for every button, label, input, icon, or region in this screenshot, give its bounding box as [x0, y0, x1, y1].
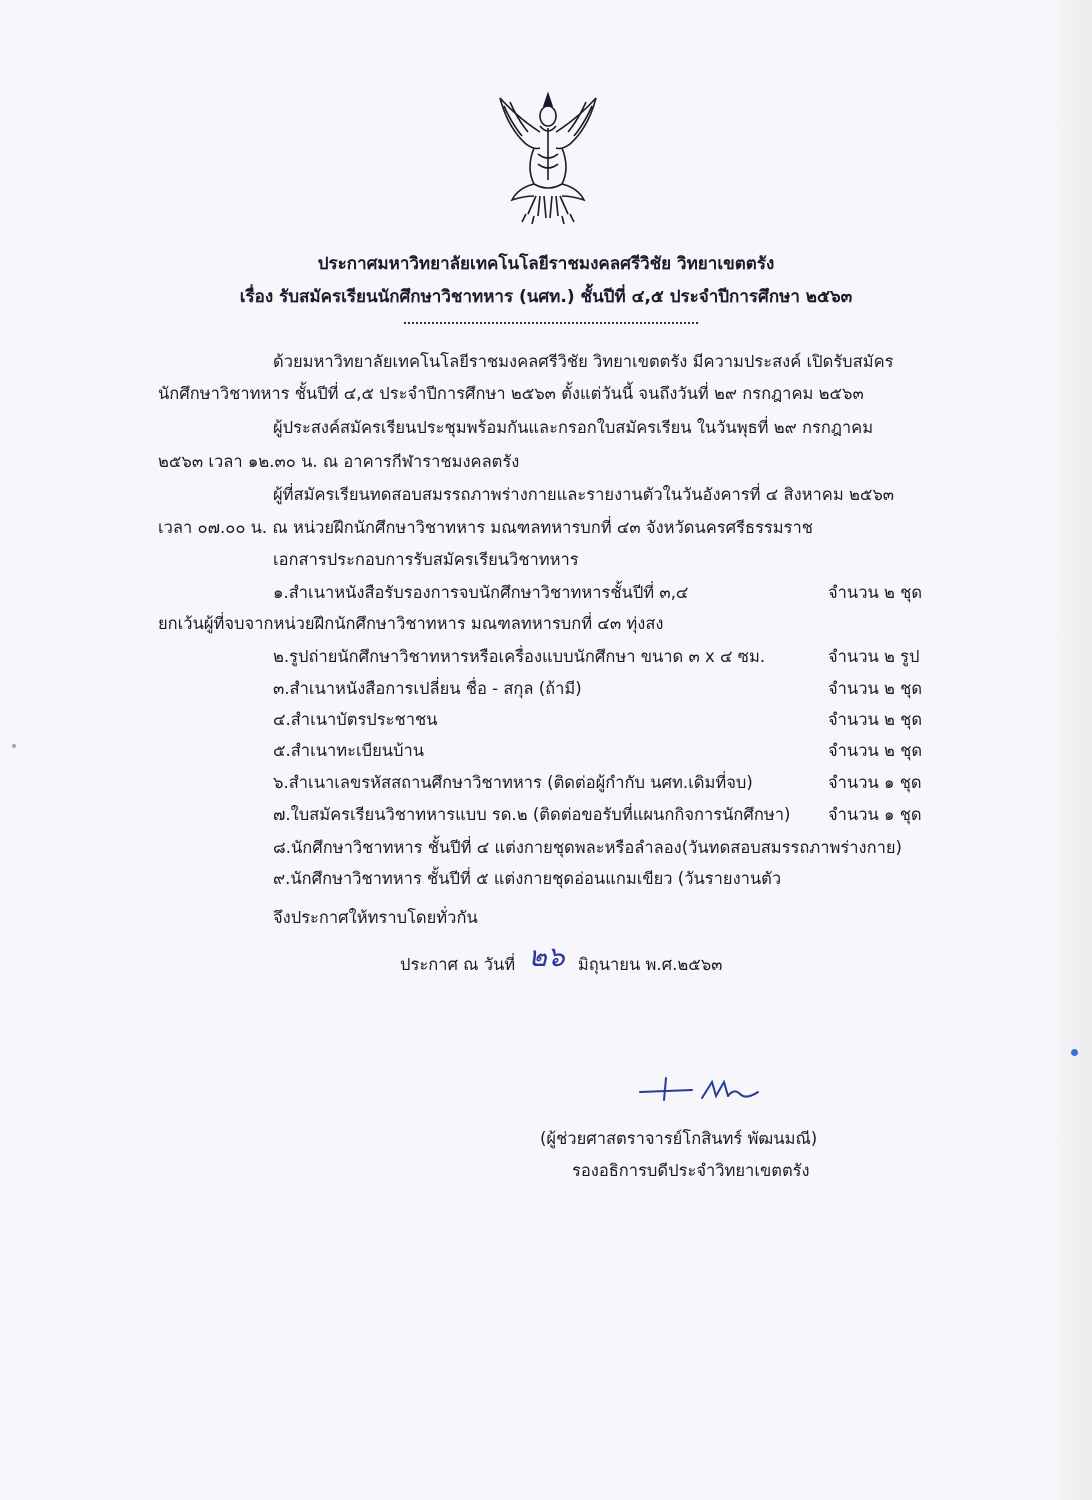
date-prefix: ประกาศ ณ วันที่: [400, 955, 516, 974]
handwritten-day: ๒๖: [528, 940, 565, 973]
document-quantity: จำนวน ๑ ชุด: [828, 773, 922, 792]
document-item-note: ยกเว้นผู้ที่จบจากหน่วยฝึกนักศึกษาวิชาทหาร มณฑลทหารบกที่ ๔๓ ทุ่งสง: [158, 614, 664, 633]
signatory-position: รองอธิการบดีประจำวิทยาเขตตรัง: [572, 1161, 810, 1180]
paragraph-1-line-2: นักศึกษาวิชาทหาร ชั้นปีที่ ๔,๕ ประจำปีการศึกษา ๒๕๖๓ ตั้งแต่วันนี้ จนถึงวันที่ ๒๙ กรกฎาคม ๒๕๖๓: [158, 384, 864, 403]
announcement-date: [400, 940, 723, 976]
document-quantity: จำนวน ๒ ชุด: [828, 583, 923, 602]
document-item: ๘.นักศึกษาวิชาทหาร ชั้นปีที่ ๔ แต่งกายชุดพละหรือลำลอง(วันทดสอบสมรรถภาพร่างกาย): [273, 838, 902, 857]
document-item: ๑.สำเนาหนังสือรับรองการจบนักศึกษาวิชาทหารชั้นปีที่ ๓,๔: [273, 583, 689, 602]
paragraph-3-line-1: ผู้ที่สมัครเรียนทดสอบสมรรถภาพร่างกายและรายงานตัวในวันอังคารที่ ๔ สิงหาคม ๒๕๖๓: [273, 485, 895, 504]
document-item: ๓.สำเนาหนังสือการเปลี่ยน ชื่อ - สกุล (ถ้ามี): [273, 679, 582, 698]
paragraph-2-line-2: ๒๕๖๓ เวลา ๑๒.๓๐ น. ณ อาคารกีฬาราชมงคลตรัง: [158, 452, 520, 471]
garuda-emblem-icon: [478, 88, 618, 228]
document-item: ๖.สำเนาเลขรหัสสถานศึกษาวิชาทหาร (ติดต่อผู้กำกับ นศท.เดิมที่จบ): [273, 773, 753, 792]
document-quantity: จำนวน ๒ ชุด: [828, 679, 923, 698]
dotted-divider: [404, 322, 698, 324]
paragraph-2-line-1: ผู้ประสงค์สมัครเรียนประชุมพร้อมกันและกรอกใบสมัครเรียน ในวันพุธที่ ๒๙ กรกฎาคม: [273, 418, 874, 437]
announcement-title: ประกาศมหาวิทยาลัยเทคโนโลยีราชมงคลศรีวิชัย วิทยาเขตตรัง: [317, 254, 775, 274]
paragraph-1-line-1: ด้วยมหาวิทยาลัยเทคโนโลยีราชมงคลศรีวิชัย วิทยาเขตตรัง มีความประสงค์ เปิดรับสมัคร: [273, 352, 894, 371]
handwritten-signature: [636, 1074, 766, 1104]
document-item: ๙.นักศึกษาวิชาทหาร ชั้นปีที่ ๕ แต่งกายชุดอ่อนแกมเขียว (วันรายงานตัว: [273, 869, 782, 888]
document-quantity: จำนวน ๒ รูป: [828, 647, 920, 666]
document-quantity: จำนวน ๒ ชุด: [828, 741, 923, 760]
document-quantity: จำนวน ๒ ชุด: [828, 710, 923, 729]
closing-announcement: จึงประกาศให้ทราบโดยทั่วกัน: [273, 908, 478, 927]
document-item: ๕.สำเนาทะเบียนบ้าน: [273, 741, 425, 760]
date-suffix: มิถุนายน พ.ศ.๒๕๖๓: [577, 955, 723, 974]
signatory-name: (ผู้ช่วยศาสตราจารย์โกสินทร์ พัฒนมณี): [540, 1129, 818, 1148]
document-quantity: จำนวน ๑ ชุด: [828, 805, 922, 824]
document-item: ๔.สำเนาบัตรประชาชน: [273, 710, 438, 729]
document-item: ๗.ใบสมัครเรียนวิชาทหารแบบ รด.๒ (ติดต่อขอรับที่แผนกกิจการนักศึกษา): [273, 805, 791, 824]
announcement-subject: เรื่อง รับสมัครเรียนนักศึกษาวิชาทหาร (นศท.) ชั้นปีที่ ๔,๕ ประจำปีการศึกษา ๒๕๖๓: [239, 287, 853, 307]
paragraph-3-line-2: เวลา ๐๗.๐๐ น. ณ หน่วยฝึกนักศึกษาวิชาทหาร มณฑลทหารบกที่ ๔๓ จังหวัดนครศรีธรรมราช: [158, 518, 813, 537]
document-item: ๒.รูปถ่ายนักศึกษาวิชาทหารหรือเครื่องแบบนักศึกษา ขนาด ๓ x ๔ ซม.: [273, 647, 766, 666]
documents-heading: เอกสารประกอบการรับสมัครเรียนวิชาทหาร: [273, 550, 579, 569]
